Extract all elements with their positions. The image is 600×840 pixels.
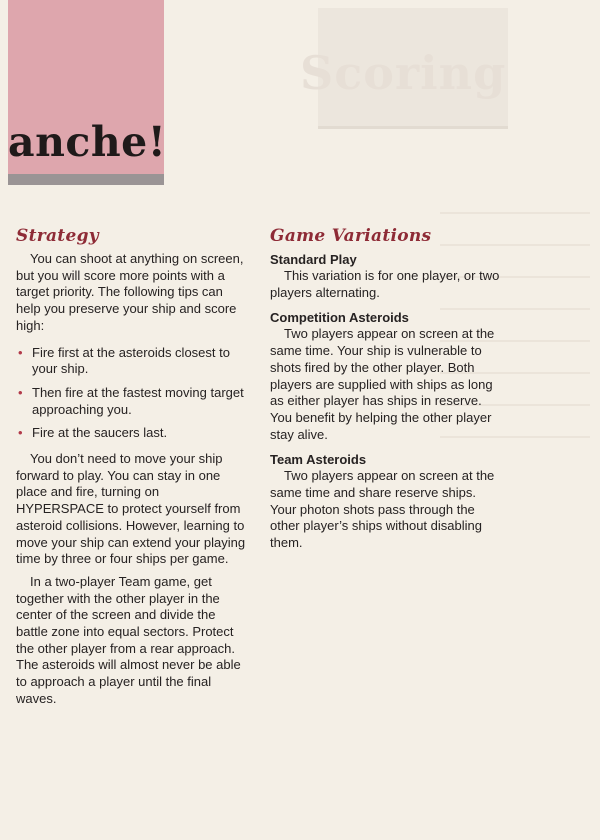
tip-text: Fire first at the asteroids closest to your ship. <box>32 344 230 377</box>
variation-title: Competition Asteroids <box>270 310 409 326</box>
variation-title: Standard Play <box>270 252 357 267</box>
page-title-fragment: anche! <box>8 118 167 166</box>
strategy-tip <box>16 425 248 442</box>
strategy-tip <box>16 385 248 418</box>
strategy-column <box>16 226 248 708</box>
variation-text: Two players appear on screen at the same time. Your ship is vulnerable to shots fired by the other player. Both players are supplied with ships as long as either player has ships in reserve. You benefit by helping the other player stay alive. <box>270 326 495 442</box>
bleed-through-title: Scoring <box>300 46 507 100</box>
bullet-icon: • <box>18 425 23 441</box>
bullet-icon: • <box>18 344 23 360</box>
tip-text: Fire at the saucers last. <box>32 425 168 441</box>
bullet-icon: • <box>18 384 23 400</box>
variation-text: Two players appear on screen at the same time and share reserve ships. Your photon shots pass through the other player’s ships without disabling them. <box>270 468 495 551</box>
game-variations-heading: Game Variations <box>270 226 432 246</box>
title-shadow-bar <box>8 174 164 185</box>
strategy-intro: You can shoot at anything on screen, but you will score more points with a target priority. The following tips can help you preserve your ship and score high: <box>16 251 244 333</box>
variation-text: This variation is for one player, or two players alternating. <box>270 268 500 300</box>
tip-text: Then fire at the fastest moving target approaching you. <box>32 384 244 417</box>
variation-title: Team Asteroids <box>270 452 367 468</box>
strategy-tip <box>16 345 248 378</box>
strategy-heading: Strategy <box>16 226 99 246</box>
strategy-paragraph-2: You don’t need to move your ship forward to play. You can stay in one place and fire, turning on HYPERSPACE to protect yourself from asteroid collisions. However, learning to move your ship can extend your playing time by three or four ships per game. <box>16 451 246 567</box>
game-variations-column <box>270 226 502 552</box>
strategy-tips-list <box>16 345 248 443</box>
strategy-paragraph-3: In a two-player Team game, get together with the other player in the center of the screen and divide the battle zone into equal sectors. Protect the other player from a rear approach. The asteroids will almost never be able to approach a player until the final waves. <box>16 573 241 706</box>
